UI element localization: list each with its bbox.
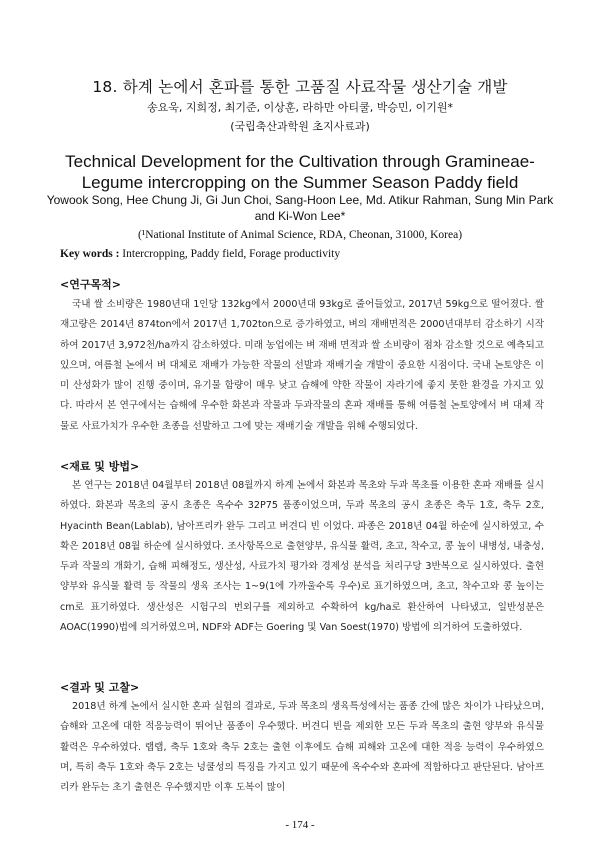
page-number: - 174 - — [285, 819, 315, 831]
purpose-body: 국내 쌀 소비량은 1980년대 1인당 132kg에서 2000년대 93kg로 줄어들었고, 2017년 59kg으로 떨어졌다. 쌀 재고량은 2014년 874ton에서 2017년 1,702ton으로 증가하였고, 벼의 재배면적은 2000년대부터 감소하기 시작하여 2017년 3,972천/ha까지 감소하였다. 미래 농업에는 벼 재배 면적과 쌀 소비량이 점차 감소할 것으로 예측되고 있으며, 여름철 논에서 벼 대체로 재배가 가능한 작물의 선발과 재배기술 개발이 중요한 시점이다. 국내 논토양은 이미 산성화가 많이 진행 중이며, 유기물 함량이 매우 낮고 습해에 약한 작물이 자라기에 좋지 못한 환경을 가지고 있다. 따라서 본 연구에서는 습해에 우수한 화본과 작물과 두과작물의 혼파 재배를 통해 여름철 논토양에서 벼 대체 작물로 사료가치가 우수한 초종을 선발하고 그에 맞는 재배기술 개발을 위해 수행되었다. — [60, 299, 544, 432]
english-title: Technical Development for the Cultivation through Gramineae-Legume intercropping on the Summer Season Paddy field — [65, 152, 535, 192]
results-body: 2018년 하계 논에서 실시한 혼파 실험의 결과로, 두과 목초의 생육특성에서는 품종 간에 많은 차이가 나타났으며, 습해와 고온에 대한 적응능력이 뛰어난 품종이 우수했다. 버견디 빈을 제외한 모든 두과 목초의 출현 양부와 유식물 활력은 우수하였다. 랩랩, 축두 1호와 축두 2호는 출현 이후에도 습해 피해와 고온에 대한 적응 능력이 우수하였으며, 특히 축두 1호와 축두 2호는 넝쿨성의 특징을 가지고 있기 때문에 옥수수와 혼파에 적합하다고 판단된다. 남아프리카 완두는 초기 출현은 우수했지만 이후 도복이 많이 — [60, 701, 544, 794]
korean-title: 18. 하계 논에서 혼파를 통한 고품질 사료작물 생산기술 개발 — [92, 78, 508, 96]
korean-affiliation: (국립축산과학원 초지사료과) — [230, 120, 370, 133]
purpose-heading: <연구목적> — [60, 278, 121, 291]
keywords-line — [60, 248, 540, 260]
methods-body: 본 연구는 2018년 04월부터 2018년 08월까지 하계 논에서 화본과 목초와 두과 목초를 이용한 혼파 재배를 실시하였다. 화본과 목초의 공시 초종은 옥수수 32P75 품종이었으며, 두과 목초의 공시 초종은 축두 1호, 축두 2호, Hyacinth Bean(Lablab), 남아프리카 완두 그리고 버견디 빈 이었다. 파종은 2018년 04월 하순에 실시하였고, 수확은 2018년 08월 하순에 실시하였다. 조사항목으로 출현양부, 유식물 활력, 초고, 착수고, 콩 높이 내병성, 내충성, 두과 작물의 개화기, 습해 피해정도, 생산성, 사료가치 평가와 경제성 분석을 처리구당 3반복으로 실시하였다. 출현양부와 유식물 활력 등 작물의 생육 조사는 1~9(1에 가까울수록 우수)로 표기하였으며, 초고, 착수고와 콩 높이는 cm로 표기하였다. 생산성은 시험구의 번외구를 제외하고 수확하여 kg/ha로 환산하여 나타냈고, 일반성분은 AOAC(1990)법에 의거하였으며, NDF와 ADF는 Goering 및 Van Soest(1970) 방법에 의거하여 도출하였다. — [60, 480, 544, 634]
methods-heading: <재료 및 방법> — [60, 460, 140, 473]
english-authors: Yowook Song, Hee Chung Ji, Gi Jun Choi, Sang-Hoon Lee, Md. Atikur Rahman, Sung Min Park and Ki-Won Lee* — [46, 193, 554, 223]
keywords-label: Key words : — [60, 248, 120, 260]
korean-authors: 송요욱, 지희정, 최기준, 이상훈, 라하만 아티쿨, 박승민, 이기원* — [147, 101, 453, 114]
english-affiliation: (¹National Institute of Animal Science, RDA, Cheonan, 31000, Korea) — [137, 229, 463, 241]
keywords-text: Intercropping, Paddy field, Forage productivity — [119, 248, 341, 260]
results-heading: <결과 및 고찰> — [60, 681, 140, 694]
